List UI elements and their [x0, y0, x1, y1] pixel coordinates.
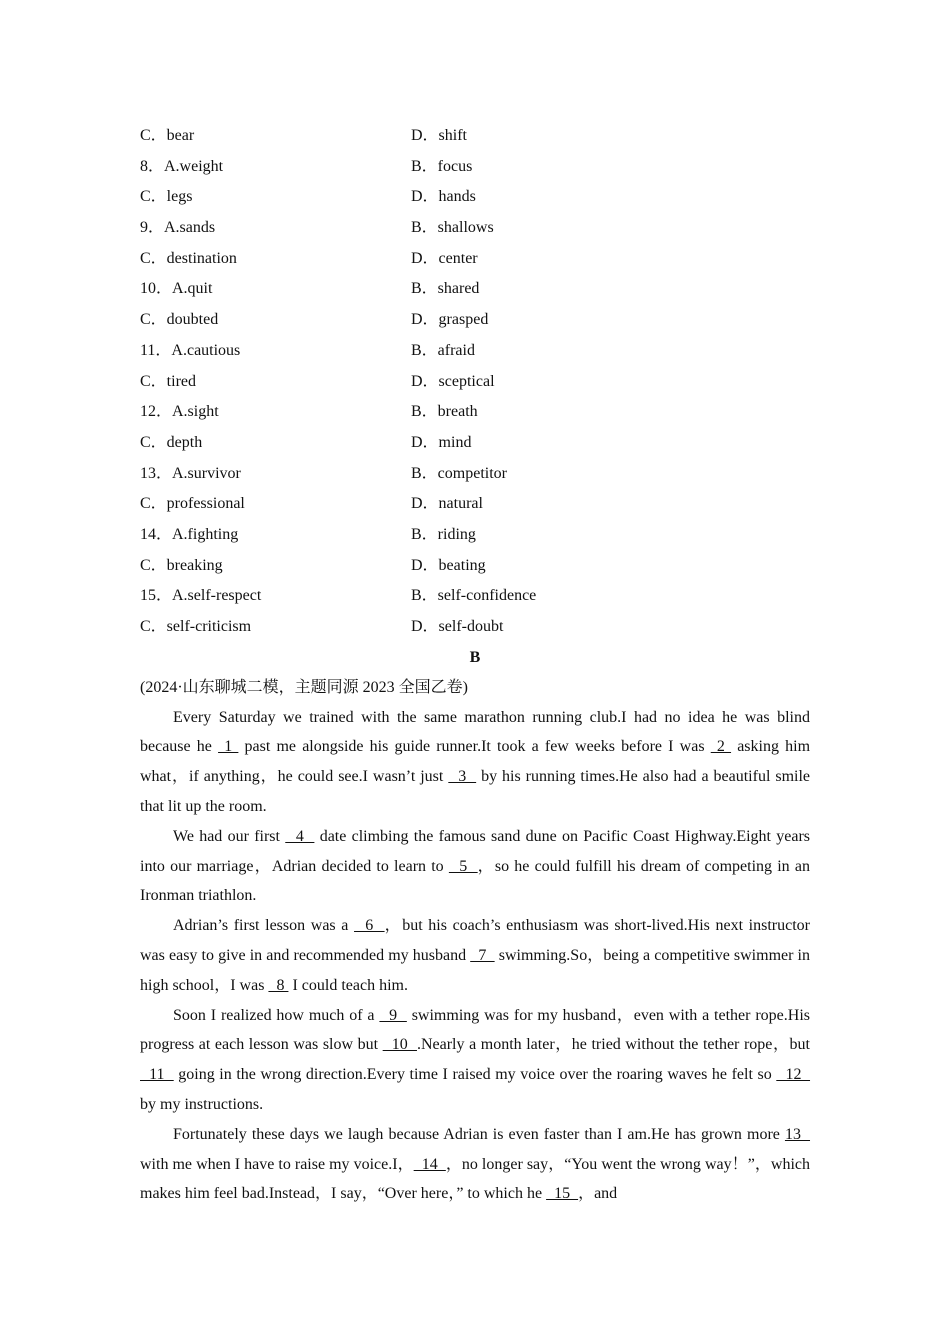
- option-right: D．hands: [411, 188, 476, 206]
- option-row: [140, 520, 810, 551]
- passage-paragraph: [140, 1001, 810, 1120]
- blank-number: 15: [546, 1185, 579, 1203]
- option-right: D．shift: [411, 127, 468, 144]
- passage-text: ，and: [578, 1185, 618, 1203]
- blank-number: 1: [218, 738, 239, 756]
- source-citation: (2024·山东聊城二模，主题同源 2023 全国乙卷): [140, 678, 468, 696]
- passage: [140, 703, 810, 1210]
- option-left: C．self-criticism: [140, 618, 252, 635]
- blank-number: 2: [710, 738, 732, 756]
- option-row: [140, 367, 810, 398]
- blank-number: 12: [776, 1066, 811, 1084]
- option-row: [140, 581, 810, 612]
- passage-text: Soon I realized how much of a: [173, 1006, 380, 1024]
- option-right: B．afraid: [411, 341, 475, 359]
- option-left: C．destination: [140, 249, 237, 267]
- option-right: D．grasped: [411, 311, 489, 329]
- blank-number: 9: [379, 1006, 407, 1024]
- passage-text: by his running times.He also had a beautiful smile that lit up the room.: [140, 768, 811, 816]
- blank-number: 5: [448, 857, 478, 875]
- option-right: B．shared: [411, 280, 480, 298]
- option-left: C．legs: [140, 188, 193, 206]
- option-row: [140, 305, 810, 336]
- option-right: B．riding: [411, 525, 476, 543]
- option-right: B．shallows: [411, 219, 494, 237]
- option-right: D．sceptical: [411, 372, 495, 390]
- blank-number: 10: [382, 1036, 417, 1054]
- option-left: C．tired: [140, 372, 196, 390]
- option-right: D．center: [411, 249, 478, 267]
- blank-number: 13: [784, 1125, 811, 1143]
- option-left: 12．A.sight: [140, 403, 219, 421]
- option-row: [140, 397, 810, 428]
- passage-text: We had our first: [173, 827, 286, 845]
- option-left: 8．A.weight: [140, 157, 224, 175]
- option-right: B．self-confidence: [411, 587, 537, 605]
- option-left: C．doubted: [140, 311, 219, 329]
- option-list: [140, 121, 810, 643]
- blank-number: 7: [470, 947, 495, 965]
- passage-text: Adrian’s first lesson was a: [173, 917, 355, 935]
- passage-text: swimming.So，being a competitive swimmer in high school，I was: [140, 947, 810, 994]
- option-right: D．self-doubt: [411, 618, 504, 635]
- blank-number: 4: [285, 827, 315, 845]
- blank-number: 14: [413, 1155, 446, 1173]
- option-row: [140, 551, 810, 582]
- passage-text: Fortunately these days we laugh because Adrian is even faster than I am.He has grown more: [173, 1125, 785, 1143]
- passage-text: .Nearly a month later，he tried without the tether rope，but: [416, 1036, 810, 1054]
- passage-text: Every Saturday we trained with the same marathon running club.I had no idea he was blind because he: [140, 708, 810, 756]
- passage-paragraph: [140, 1120, 810, 1209]
- option-row: [140, 121, 810, 152]
- option-left: C．bear: [140, 127, 195, 144]
- option-right: B．focus: [411, 157, 473, 175]
- passage-text: with me when I have to raise my voice.I，: [140, 1155, 414, 1173]
- option-left: 13．A.survivor: [140, 464, 241, 482]
- option-right: D．mind: [411, 433, 472, 451]
- blank-number: 11: [140, 1066, 174, 1084]
- passage-paragraph: [140, 822, 810, 911]
- section-title: B: [469, 648, 481, 666]
- option-left: 11．A.cautious: [140, 341, 241, 359]
- passage-text: date climbing the famous sand dune on Pacific Coast Highway.Eight years into our marriage，Adrian decided to learn to: [140, 827, 811, 875]
- option-left: 10．A.quit: [140, 280, 213, 298]
- blank-number: 6: [354, 917, 385, 935]
- option-row: [140, 152, 810, 183]
- option-row: [140, 274, 810, 305]
- blank-number: 8: [268, 976, 289, 994]
- passage-paragraph: [140, 911, 810, 1000]
- passage-paragraph: [140, 703, 810, 822]
- option-row: [140, 213, 810, 244]
- passage-text: by my instructions.: [140, 1096, 264, 1114]
- option-left: 9．A.sands: [140, 219, 216, 237]
- option-right: D．beating: [411, 556, 486, 574]
- passage-text: swimming was for my husband，even with a tether rope.His progress at each lesson was slow but: [140, 1006, 810, 1054]
- option-left: C．professional: [140, 495, 245, 513]
- passage-text: going in the wrong direction.Every time I raised my voice over the roaring waves he felt so: [173, 1066, 777, 1084]
- option-right: B．breath: [411, 403, 478, 421]
- option-left: C．depth: [140, 433, 203, 451]
- option-row: [140, 428, 810, 459]
- option-row: [140, 612, 810, 643]
- option-right: B．competitor: [411, 464, 507, 482]
- passage-text: ，no longer say，“You went the wrong way！”，which makes him feel bad.Instead，I say，“Over here，” to which he: [140, 1155, 810, 1203]
- passage-text: ，so he could fulfill his dream of competing in an Ironman triathlon.: [140, 857, 810, 905]
- passage-text: past me alongside his guide runner.It took a few weeks before I was: [238, 738, 711, 756]
- passage-text: ，but his coach’s enthusiasm was short-lived.His next instructor was easy to give in and recommended my husband: [140, 917, 811, 965]
- option-row: [140, 244, 810, 275]
- option-row: [140, 459, 810, 490]
- option-row: [140, 336, 810, 367]
- passage-text: I could teach him.: [288, 976, 408, 994]
- option-left: 15．A.self-respect: [140, 587, 262, 605]
- option-right: D．natural: [411, 495, 483, 513]
- option-row: [140, 182, 810, 213]
- document-page: [140, 121, 810, 1209]
- option-left: C．breaking: [140, 556, 223, 574]
- passage-text: asking him what，if anything，he could see.I wasn’t just: [140, 738, 811, 786]
- blank-number: 3: [448, 768, 477, 786]
- option-left: 14．A.fighting: [140, 525, 239, 543]
- option-row: [140, 489, 810, 520]
